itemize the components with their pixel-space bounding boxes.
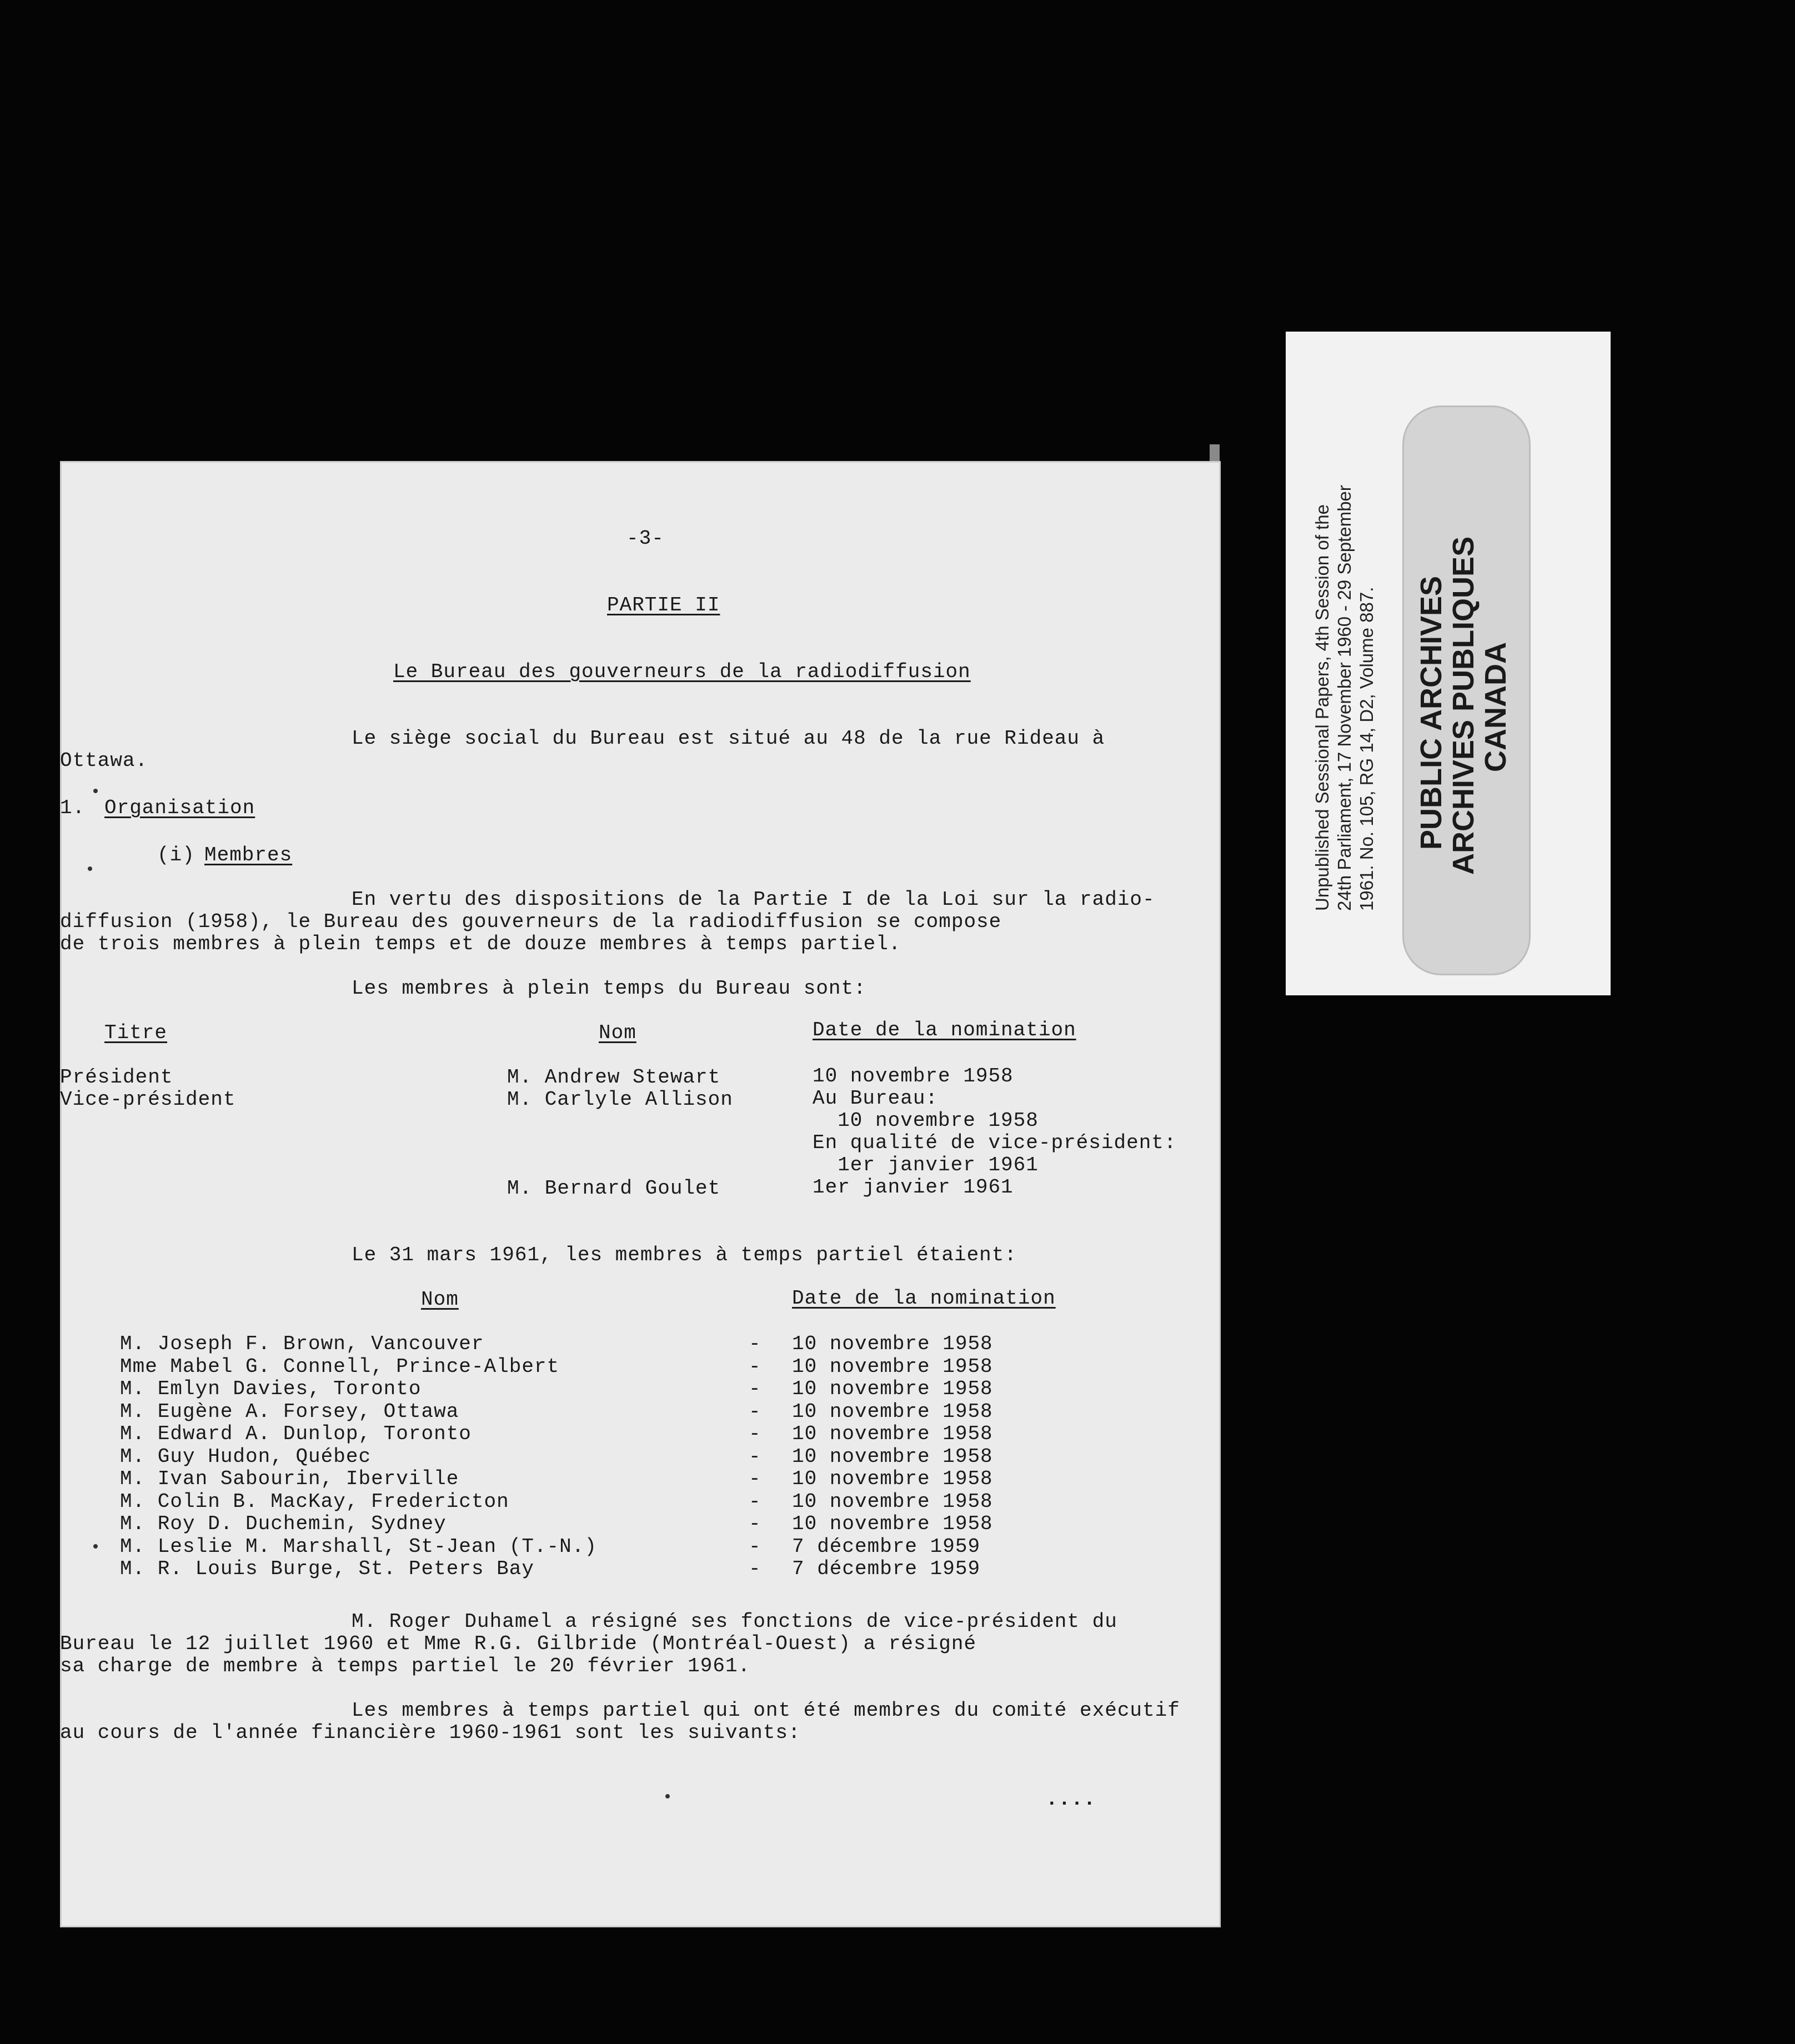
intro-line: Ottawa. — [60, 749, 148, 772]
page-number: -3- — [626, 527, 664, 550]
parttime-intro: Le 31 mars 1961, les membres à temps partiel étaient: — [352, 1244, 1017, 1266]
parttime-member-name: M. Ivan Sabourin, Iberville — [120, 1467, 459, 1490]
parttime-member-name: M. Colin B. MacKay, Fredericton — [120, 1490, 509, 1513]
heading-number: 1. — [60, 796, 86, 819]
parttime-member-name: M. Eugène A. Forsey, Ottawa — [120, 1400, 459, 1423]
archive-citation-line: 24th Parliament, 17 November 1960 - 29 September — [1334, 485, 1355, 911]
subheading-membres: Membres — [204, 844, 293, 866]
row-dash: - — [749, 1400, 761, 1423]
heading-organisation: Organisation — [104, 796, 255, 819]
row-dash: - — [749, 1377, 761, 1400]
parttime-member-name: M. Joseph F. Brown, Vancouver — [120, 1332, 484, 1355]
row-dash: - — [749, 1332, 761, 1355]
paragraph-line: M. Roger Duhamel a résigné ses fonctions de vice-président du — [352, 1610, 1117, 1633]
fulltime-title: Président — [60, 1066, 173, 1089]
part-title: PARTIE II — [607, 594, 720, 617]
column-header-titre: Titre — [104, 1021, 168, 1044]
row-dash: - — [749, 1557, 761, 1580]
section-title: Le Bureau des gouverneurs de la radiodiffusion — [393, 660, 971, 683]
parttime-member-date: 10 novembre 1958 — [792, 1512, 993, 1535]
fulltime-date: 1er janvier 1961 — [813, 1154, 1039, 1176]
paragraph-line: sa charge de membre à temps partiel le 20 février 1961. — [60, 1655, 751, 1677]
paragraph-line: de trois membres à plein temps et de douze membres à temps partiel. — [60, 933, 901, 955]
row-dash: - — [749, 1422, 761, 1445]
row-dash: - — [749, 1490, 761, 1513]
row-dash: - — [749, 1467, 761, 1490]
parttime-member-date: 10 novembre 1958 — [792, 1422, 993, 1445]
parttime-member-date: 10 novembre 1958 — [792, 1377, 993, 1400]
fulltime-date: 10 novembre 1958 — [813, 1065, 1014, 1088]
speck — [665, 1794, 670, 1798]
stamp-text: PUBLIC ARCHIVES — [1415, 575, 1448, 850]
stamp-text: ARCHIVES PUBLIQUES — [1447, 536, 1480, 875]
document-page — [60, 461, 1221, 1927]
column-header-nom: Nom — [599, 1021, 636, 1044]
parttime-member-name: M. Edward A. Dunlop, Toronto — [120, 1422, 472, 1445]
fulltime-date: 1er janvier 1961 — [813, 1176, 1014, 1199]
parttime-member-name: M. Roy D. Duchemin, Sydney — [120, 1512, 447, 1535]
fulltime-date: 10 novembre 1958 — [813, 1109, 1039, 1132]
parttime-member-name: M. Emlyn Davies, Toronto — [120, 1377, 422, 1400]
parttime-member-date: 10 novembre 1958 — [792, 1490, 993, 1513]
parttime-member-name: Mme Mabel G. Connell, Prince-Albert — [120, 1355, 560, 1378]
fulltime-date: En qualité de vice-président: — [813, 1131, 1177, 1154]
fulltime-name: M. Andrew Stewart — [507, 1066, 721, 1089]
subheading-number: (i) — [157, 844, 195, 866]
parttime-member-date: 10 novembre 1958 — [792, 1332, 993, 1355]
continuation-dots: .... — [1046, 1788, 1096, 1811]
column-header-date: Date de la nomination — [792, 1287, 1056, 1310]
parttime-member-name: M. R. Louis Burge, St. Peters Bay — [120, 1557, 534, 1580]
fulltime-title: Vice-président — [60, 1088, 236, 1111]
paragraph-line: diffusion (1958), le Bureau des gouverneurs de la radiodiffusion se compose — [60, 910, 1002, 933]
speck — [93, 789, 98, 793]
row-dash: - — [749, 1445, 761, 1468]
fulltime-intro: Les membres à plein temps du Bureau sont: — [352, 977, 866, 1000]
fulltime-name: M. Bernard Goulet — [507, 1177, 721, 1200]
paragraph-line: Bureau le 12 juillet 1960 et Mme R.G. Gilbride (Montréal-Ouest) a résigné — [60, 1632, 977, 1655]
row-dash: - — [749, 1535, 761, 1558]
parttime-member-date: 7 décembre 1959 — [792, 1557, 981, 1580]
archive-citation-line: 1961. No. 105, RG 14, D2, Volume 887. — [1356, 587, 1377, 911]
fulltime-name: M. Carlyle Allison — [507, 1088, 733, 1111]
paragraph-line: Les membres à temps partiel qui ont été membres du comité exécutif — [352, 1699, 1180, 1722]
paragraph-line: au cours de l'année financière 1960-1961 sont les suivants: — [60, 1721, 801, 1744]
speck — [93, 1544, 98, 1549]
fulltime-date: Au Bureau: — [813, 1087, 939, 1110]
parttime-member-name: M. Leslie M. Marshall, St-Jean (T.-N.) — [120, 1535, 597, 1558]
parttime-member-date: 10 novembre 1958 — [792, 1445, 993, 1468]
column-header-date: Date de la nomination — [813, 1019, 1076, 1041]
parttime-member-date: 10 novembre 1958 — [792, 1355, 993, 1378]
stamp-text: CANADA — [1479, 642, 1512, 772]
row-dash: - — [749, 1512, 761, 1535]
row-dash: - — [749, 1355, 761, 1378]
parttime-member-name: M. Guy Hudon, Québec — [120, 1445, 372, 1468]
intro-line: Le siège social du Bureau est situé au 48 de la rue Rideau à — [352, 727, 1105, 750]
column-header-nom: Nom — [421, 1288, 459, 1311]
archive-citation-line: Unpublished Sessional Papers, 4th Session of the — [1312, 504, 1332, 911]
parttime-member-date: 10 novembre 1958 — [792, 1400, 993, 1423]
paragraph-line: En vertu des dispositions de la Partie I de la Loi sur la radio- — [352, 888, 1155, 911]
parttime-member-date: 7 décembre 1959 — [792, 1535, 981, 1558]
parttime-member-date: 10 novembre 1958 — [792, 1467, 993, 1490]
speck — [88, 866, 92, 871]
